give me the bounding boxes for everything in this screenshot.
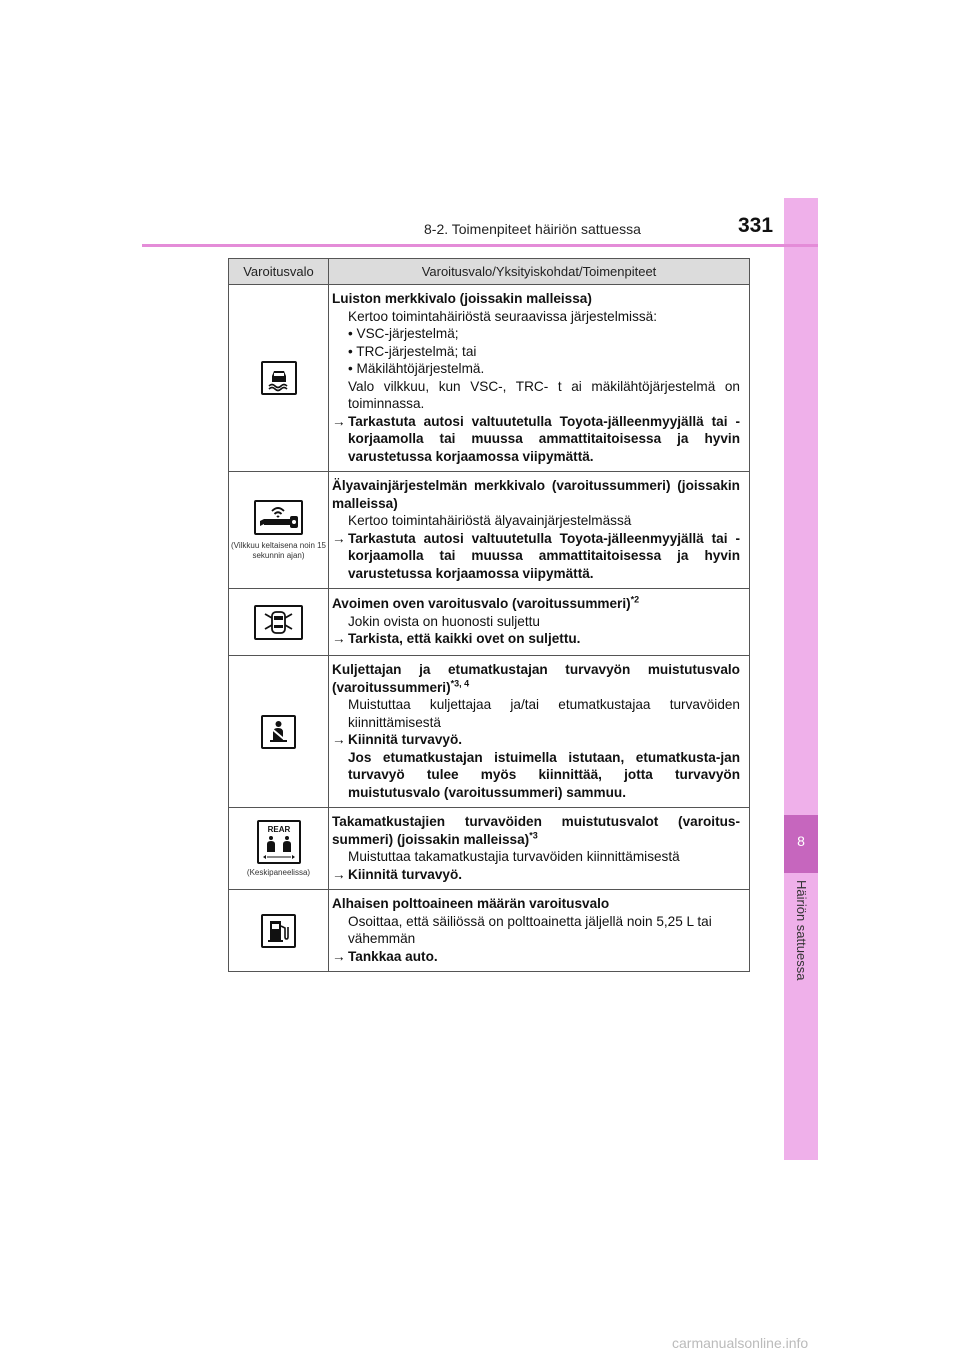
action-instruction <box>332 530 740 583</box>
entry-note: Valo vilkkuu, kun VSC-, TRC- t ai mäkilähtöjärjestelmä on toiminnassa. <box>348 378 740 411</box>
entry-description: Muistuttaa kuljettajaa ja/tai etumatkustajaa turvavöiden kiinnittämisestä <box>348 697 740 730</box>
column-header-details: Varoitusvalo/Yksityiskohdat/Toimenpiteet <box>329 259 750 285</box>
entry-title: Luiston merkkivalo (joissakin malleissa) <box>332 291 592 306</box>
action-text: Tarkastuta autosi valtuutetulla Toyota-jälleenmyyjällä tai -korjaamolla tai muussa ammattitaitoisessa ja hyvin varustetussa korjaamossa viipymättä. <box>348 530 740 581</box>
arrow-icon: → <box>332 948 346 964</box>
action-text: Tarkastuta autosi valtuutetulla Toyota-jälleenmyyjällä tai -korjaamolla tai muussa ammattitaitoisessa ja hyvin varustetussa korjaamossa viipymättä. <box>348 413 740 464</box>
entry-title-text: Kuljettajan ja etumatkustajan turvavyön muistutusvalo (varoitussummeri) <box>332 662 740 695</box>
entry-description: Kertoo toimintahäiriöstä älyavainjärjestelmässä <box>348 513 632 528</box>
table-row <box>229 656 750 808</box>
chapter-number-tab[interactable] <box>784 815 818 873</box>
footnote-ref: *3 <box>529 829 538 840</box>
slip-indicator-icon <box>261 361 297 395</box>
entry-title: Älyavainjärjestelmän merkkivalo (varoitussummeri) (joissakin malleissa) <box>332 478 740 511</box>
arrow-icon: → <box>332 530 346 546</box>
action-instruction <box>332 948 740 966</box>
table-row <box>229 589 750 656</box>
rear-label: REAR <box>267 824 290 834</box>
icon-cell <box>229 656 329 808</box>
action-text: Kiinnitä turvavyö. <box>348 866 463 882</box>
seatbelt-icon <box>261 715 296 749</box>
entry-title-text: Takamatkustajien turvavöiden muistutusvalot (varoitus-summeri) (joissakin malleissa) <box>332 814 740 847</box>
arrow-icon: → <box>332 866 346 882</box>
section-title: 8-2. Toimenpiteet häiriön sattuessa <box>424 221 641 237</box>
icon-caption: (Vilkkuu keltaisena noin 15 sekunnin ajan) <box>230 540 327 560</box>
list-item: • VSC-järjestelmä; <box>332 325 740 343</box>
table-row <box>229 808 750 890</box>
entry-title <box>332 595 740 613</box>
warning-light-table <box>228 258 750 972</box>
list-item: • Mäkilähtöjärjestelmä. <box>332 360 740 378</box>
side-chapter-tab <box>784 198 818 1160</box>
arrow-icon: → <box>332 631 346 647</box>
action-text: Tankkaa auto. <box>348 948 438 964</box>
icon-caption: (Keskipaneelissa) <box>246 867 311 877</box>
fuel-pump-icon <box>261 914 296 948</box>
entry-description: Kertoo toimintahäiriöstä seuraavissa järjestelmissä: <box>348 308 658 324</box>
icon-cell <box>229 285 329 472</box>
icon-cell <box>229 472 329 589</box>
rear-seatbelt-icon <box>257 820 301 864</box>
action-text: Kiinnitä turvavyö. <box>348 732 463 747</box>
watermark: carmanualsonline.info <box>672 1335 809 1351</box>
chapter-title: Häiriön sattuessa <box>794 880 809 981</box>
footnote-ref: *3, 4 <box>450 677 470 688</box>
action-instruction <box>332 866 740 884</box>
column-header-warning-light: Varoitusvalo <box>229 259 329 285</box>
footnote-ref: *2 <box>630 594 640 605</box>
icon-cell <box>229 890 329 972</box>
description-cell <box>329 890 750 972</box>
arrow-icon: → <box>332 732 346 747</box>
table-row <box>229 890 750 972</box>
icon-cell <box>229 808 329 890</box>
entry-title <box>332 813 740 848</box>
entry-title <box>332 661 740 696</box>
open-door-icon <box>254 605 303 640</box>
entry-description: Jokin ovista on huonosti suljettu <box>348 613 540 629</box>
chapter-number: 8 <box>797 833 805 849</box>
smart-key-icon <box>254 500 303 535</box>
description-cell <box>329 472 750 589</box>
table-row <box>229 472 750 589</box>
description-cell <box>329 285 750 472</box>
action-text: Tarkista, että kaikki ovet on suljettu. <box>348 631 581 647</box>
page-number: 331 <box>738 214 774 237</box>
description-cell <box>329 589 750 656</box>
action-continuation: Jos etumatkustajan istuimella istutaan, etumatkusta-jan turvavyö tulee myös kiinnittää, jotta turvavyön muistutusvalo (varoitussummeri) sammuu. <box>348 749 740 800</box>
list-item: • TRC-järjestelmä; tai <box>332 343 740 361</box>
action-instruction <box>332 413 740 466</box>
entry-description: Muistuttaa takamatkustajia turvavöiden kiinnittämisestä <box>348 849 680 864</box>
entry-description: Osoittaa, että säiliössä on polttoainetta jäljellä noin 5,25 L tai vähemmän <box>348 913 712 946</box>
arrow-icon: → <box>332 413 346 429</box>
table-row <box>229 285 750 472</box>
description-cell <box>329 808 750 890</box>
entry-title: Alhaisen polttoaineen määrän varoitusvalo <box>332 896 610 911</box>
action-instruction <box>332 731 740 749</box>
action-instruction <box>332 630 740 648</box>
description-cell <box>329 656 750 808</box>
entry-title-text: Avoimen oven varoitusvalo (varoitussummeri) <box>332 596 631 612</box>
header-divider <box>142 244 818 247</box>
icon-cell <box>229 589 329 656</box>
table-header-row <box>229 259 750 285</box>
